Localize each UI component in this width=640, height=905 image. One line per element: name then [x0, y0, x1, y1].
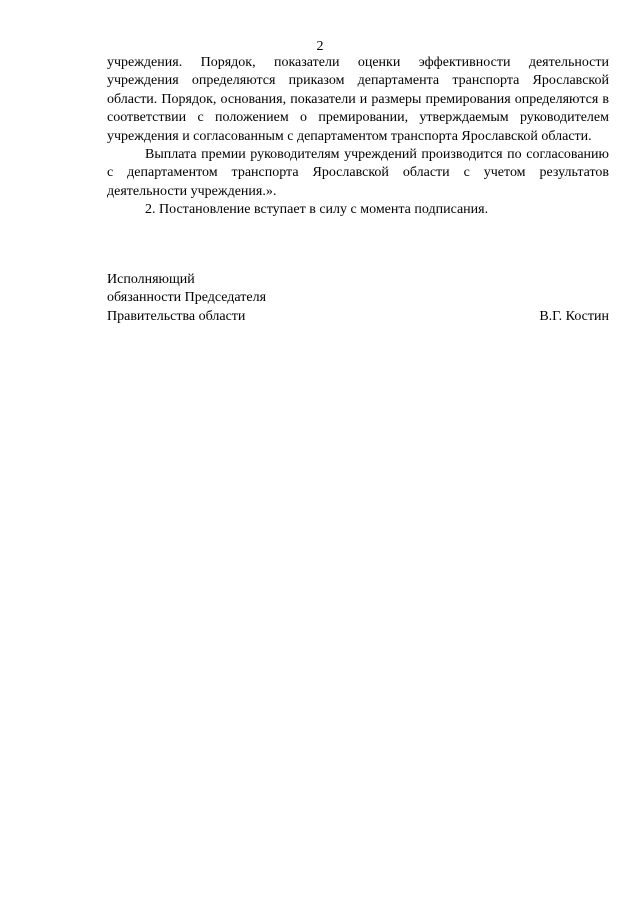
document-body	[107, 54, 609, 220]
signatory-row	[107, 308, 609, 326]
signatory-title-line-2: обязанности Председателя	[107, 290, 267, 306]
signature-block	[107, 271, 609, 326]
signatory-name: В.Г. Костин	[539, 308, 609, 324]
paragraph-bonus-payment: Выплата премии руководителям учреждений производится по согласованию с департаментом транспорта Ярославской области с учетом результатов деятельности учреждения.».	[107, 147, 609, 199]
signatory-title-line-1: Исполняющий	[107, 272, 195, 287]
paragraph-continuation: учреждения. Порядок, показатели оценки эффективности деятельности учреждения определяются приказом департамента транспорта Ярославской области. Порядок, основания, показатели и размеры премирования определяются в соответствии с положением о премировании, утверждаемым руководителем учреждения и согласованным с департаментом транспорта Ярославской области.	[107, 55, 609, 144]
paragraph-effective-date: 2. Постановление вступает в силу с момента подписания.	[145, 202, 489, 218]
page-number: 2	[316, 39, 324, 54]
signatory-title-line-3: Правительства области	[107, 308, 246, 324]
